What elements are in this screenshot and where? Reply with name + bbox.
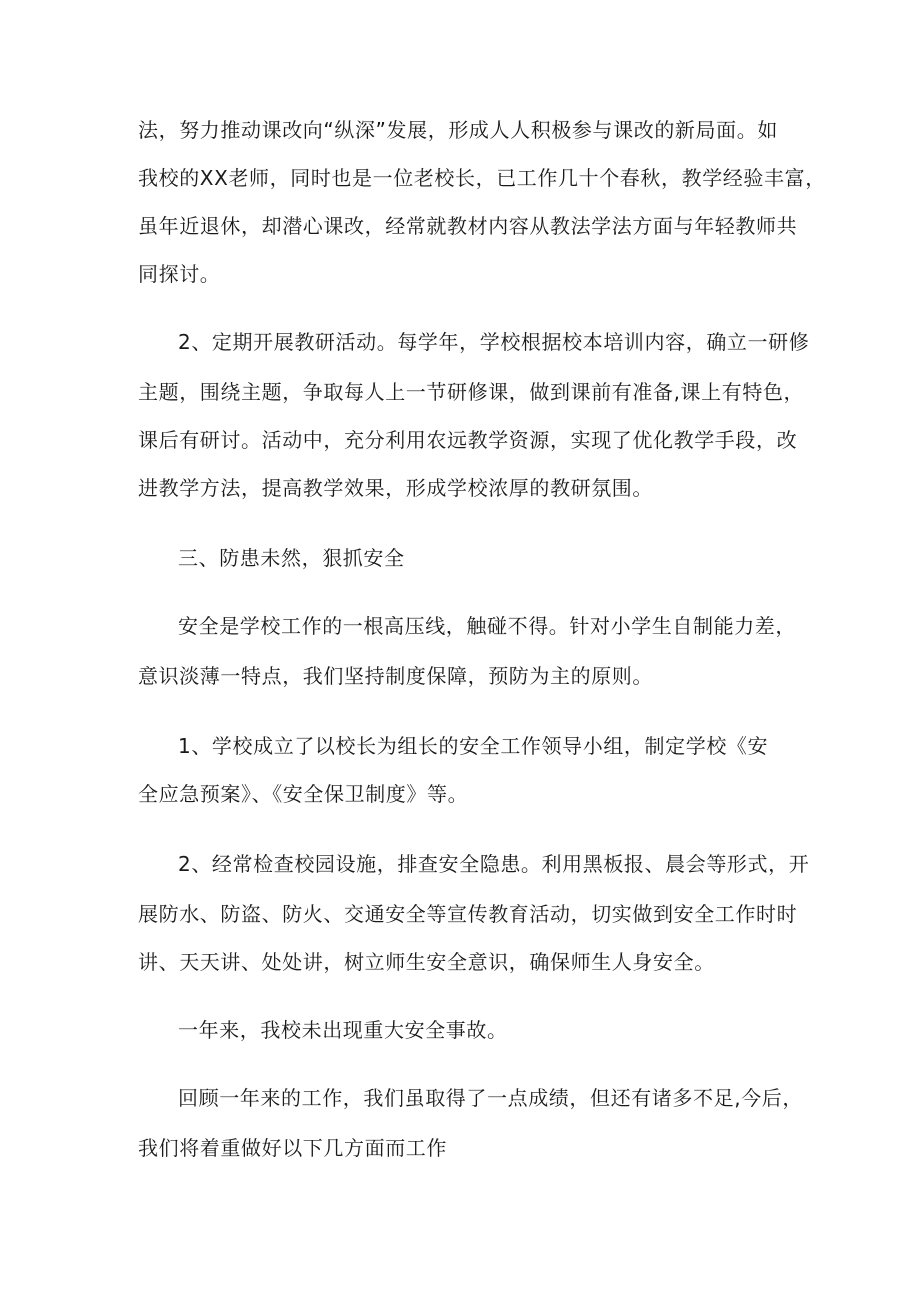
paragraph-line: 一年来，我校未出现重大安全事故。 bbox=[178, 1018, 508, 1042]
paragraph-line: 回顾一年来的工作，我们虽取得了一点成绩，但还有诸多不足,今后， bbox=[178, 1086, 803, 1110]
paragraph-line: 我们将着重做好以下几方面而工作 bbox=[138, 1136, 447, 1160]
paragraph-line: 讲、天天讲、处处讲，树立师生安全意识，确保师生人身安全。 bbox=[138, 950, 715, 974]
paragraph-line: 虽年近退休，却潜心课改，经常就教材内容从教法学法方面与年轻教师共 bbox=[138, 214, 798, 238]
paragraph-line: 课后有研讨。活动中，充分利用农远教学资源，实现了优化教学手段，改 bbox=[138, 428, 798, 452]
paragraph-line: 安全是学校工作的一根高压线，触碰不得。针对小学生自制能力差， bbox=[178, 614, 796, 638]
paragraph-line: 1、学校成立了以校长为组长的安全工作领导小组，制定学校《安 bbox=[178, 734, 769, 758]
paragraph-line: 意识淡薄一特点，我们坚持制度保障，预防为主的原则。 bbox=[138, 664, 653, 688]
paragraph-line: 展防水、防盗、防火、交通安全等宣传教育活动，切实做到安全工作时时 bbox=[138, 902, 798, 926]
paragraph-line: 同探讨。 bbox=[138, 262, 221, 286]
paragraph-line: 2、经常检查校园设施，排查安全隐患。利用黑板报、晨会等形式，开 bbox=[178, 852, 810, 876]
paragraph-line: 我校的XX老师，同时也是一位老校长，已工作几十个春秋，教学经验丰富， bbox=[138, 166, 826, 190]
section-heading: 三、防患未然，狠抓安全 bbox=[178, 546, 405, 570]
paragraph-line: 全应急预案》、《安全保卫制度》等。 bbox=[138, 782, 469, 806]
paragraph-line: 法，努力推动课改向“纵深”发展，形成人人积极参与课改的新局面。如 bbox=[138, 118, 778, 142]
paragraph-line: 进教学方法，提高教学效果，形成学校浓厚的教研氛围。 bbox=[138, 476, 653, 500]
paragraph-line: 主题，围绕主题，争取每人上一节研修课，做到课前有准备,课上有特色， bbox=[138, 380, 805, 404]
paragraph-line: 2、定期开展教研活动。每学年，学校根据校本培训内容，确立一研修 bbox=[178, 330, 810, 354]
